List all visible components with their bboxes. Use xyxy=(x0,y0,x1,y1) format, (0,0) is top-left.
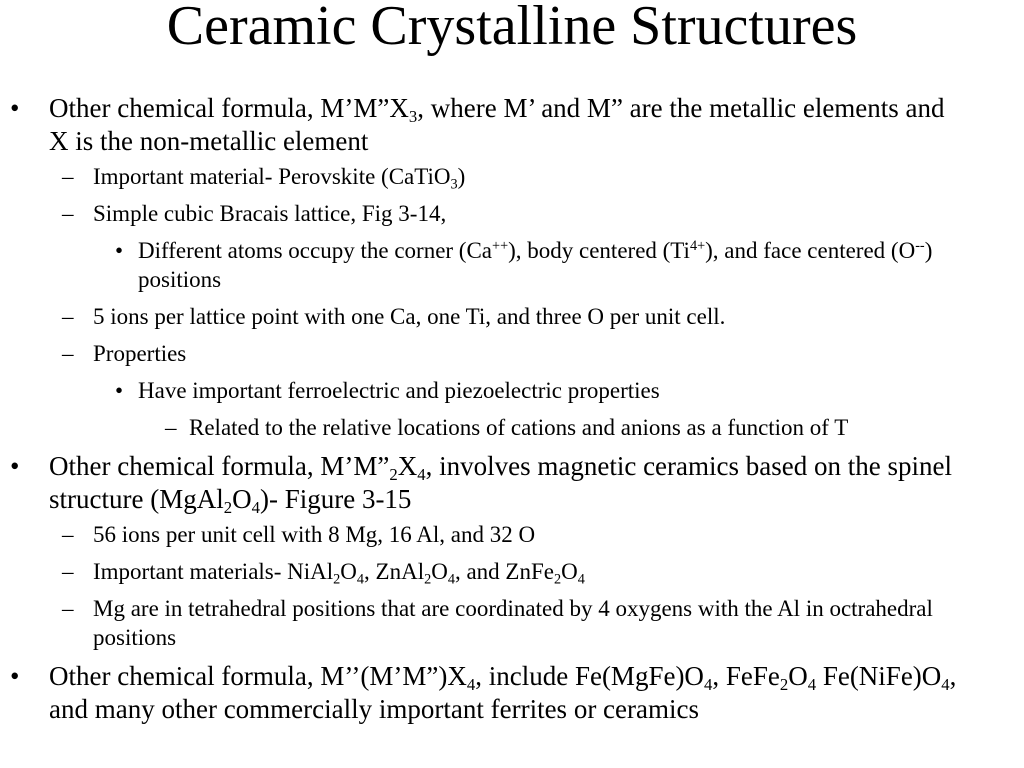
superscript: ++ xyxy=(492,238,509,255)
dash-marker: – xyxy=(62,596,74,621)
text-run: O xyxy=(788,661,808,691)
text-run: X xyxy=(397,451,418,481)
bullet-item-level-2 xyxy=(0,594,1024,652)
bullet-text xyxy=(93,199,1004,228)
text-run: Fe(NiFe)O xyxy=(816,661,942,691)
subscript: 4 xyxy=(251,498,260,518)
bullet-dot-marker: • xyxy=(115,378,124,403)
bullet-text xyxy=(93,162,1004,191)
text-run: Related to the relative locations of cations and anions as a function of T xyxy=(189,415,849,440)
text-run: Important materials- NiAl xyxy=(93,559,334,584)
text-run: O xyxy=(232,484,252,514)
bullet-item-level-2 xyxy=(0,199,1024,228)
subscript: 4 xyxy=(577,571,585,588)
subscript: 4 xyxy=(703,675,713,695)
subscript: 3 xyxy=(408,107,418,127)
subscript: 4 xyxy=(447,571,455,588)
bullet-dot-marker: • xyxy=(10,661,20,691)
text-run: Different atoms occupy the corner (Ca xyxy=(138,238,493,263)
text-run: , include Fe(MgFe)O xyxy=(475,661,704,691)
subscript: 4 xyxy=(417,465,426,485)
subscript: 2 xyxy=(389,465,398,485)
text-run: , ZnAl xyxy=(364,559,425,584)
bullet-text xyxy=(189,413,1014,442)
text-run: 5 ions per lattice point with one Ca, one Ti, and three O per unit cell. xyxy=(93,304,726,329)
subscript: 4 xyxy=(466,675,476,695)
text-run: ), and face centered (O xyxy=(705,238,916,263)
bullet-text xyxy=(138,376,974,405)
superscript: 4+ xyxy=(689,238,706,255)
text-run: , and ZnFe xyxy=(454,559,554,584)
bullet-dot-marker: • xyxy=(10,93,20,123)
text-run: Mg are in tetrahedral positions that are coordinated by 4 oxygens with the Al in octrahedral positions xyxy=(93,596,933,650)
dash-marker: – xyxy=(62,341,74,366)
bullet-item-level-4 xyxy=(0,413,1024,442)
bullet-text xyxy=(49,660,964,726)
text-run: Important material- Perovskite (CaTiO xyxy=(93,164,451,189)
bullet-item-level-2 xyxy=(0,339,1024,368)
dash-marker: – xyxy=(62,559,74,584)
bullet-item-level-2 xyxy=(0,162,1024,191)
subscript: 4 xyxy=(941,675,950,695)
text-run: , involves magnetic ceramics based on the spinel structure (MgAl xyxy=(49,451,952,514)
dash-marker: – xyxy=(62,164,74,189)
text-run: 56 ions per unit cell with 8 Mg, 16 Al, and 32 O xyxy=(93,522,536,547)
text-run: ) positions xyxy=(138,238,933,292)
bullet-item-level-3 xyxy=(0,236,1024,294)
bullet-item-level-1 xyxy=(0,660,1024,726)
subscript: 2 xyxy=(424,571,432,588)
bullet-item-level-1 xyxy=(0,450,1024,516)
subscript: 4 xyxy=(807,675,817,695)
dash-marker: – xyxy=(62,522,74,547)
bullet-text xyxy=(93,557,1004,586)
dash-marker: – xyxy=(62,201,74,226)
dash-marker: – xyxy=(165,415,177,440)
bullet-text xyxy=(49,92,964,158)
bullet-item-level-2 xyxy=(0,520,1024,549)
text-run: Simple cubic Bracais lattice, Fig 3-14, xyxy=(93,201,447,226)
text-run: O xyxy=(561,559,578,584)
superscript: -- xyxy=(915,238,925,255)
subscript: 4 xyxy=(356,571,365,588)
text-run: , where M’ and M” are the metallic elements and X is the non-metallic element xyxy=(49,93,945,156)
text-run: , and many other commercially important ferrites or ceramics xyxy=(49,661,957,724)
bullet-text xyxy=(138,236,974,294)
subscript: 2 xyxy=(779,675,789,695)
bullet-text xyxy=(93,339,1004,368)
text-run: ), body centered (Ti xyxy=(508,238,690,263)
subscript: 2 xyxy=(333,571,341,588)
subscript: 2 xyxy=(223,498,233,518)
text-run: Have important ferroelectric and piezoelectric properties xyxy=(138,378,660,403)
bullet-dot-marker: • xyxy=(10,451,20,481)
text-run: O xyxy=(431,559,448,584)
text-run: O xyxy=(340,559,357,584)
slide-title: Ceramic Crystalline Structures xyxy=(166,0,858,57)
text-run: , FeFe xyxy=(712,661,780,691)
bullet-item-level-3 xyxy=(0,376,1024,405)
bullet-item-level-2 xyxy=(0,302,1024,331)
text-run: Properties xyxy=(93,341,187,366)
bullet-text xyxy=(93,302,1004,331)
bullet-text xyxy=(49,450,964,516)
dash-marker: – xyxy=(62,304,74,329)
text-run: Other chemical formula, M’M” xyxy=(49,451,390,481)
subscript: 2 xyxy=(553,571,562,588)
text-run: Other chemical formula, M’M”X xyxy=(49,93,409,123)
text-run: )- Figure 3-15 xyxy=(259,484,412,514)
bullet-dot-marker: • xyxy=(115,238,124,263)
subscript: 3 xyxy=(450,176,458,193)
bullet-text xyxy=(93,594,1004,652)
bullet-item-level-2 xyxy=(0,557,1024,586)
text-run: ) xyxy=(457,164,466,189)
bullet-text xyxy=(93,520,1004,549)
bullet-item-level-1 xyxy=(0,92,1024,158)
text-run: Other chemical formula, M’’(M’M”)X xyxy=(49,661,467,691)
bullet-list xyxy=(0,92,1024,730)
